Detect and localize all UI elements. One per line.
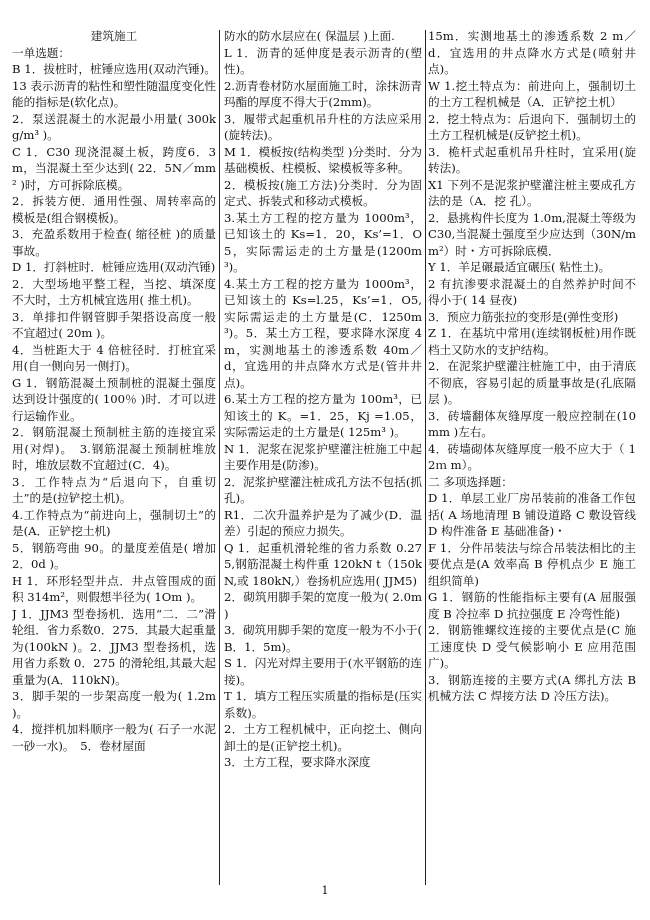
- column-divider: [425, 30, 426, 885]
- question-entry: D 1．打斜桩时．桩锤应选用(双动汽锤): [12, 260, 216, 274]
- question-entry: 3．砌筑用脚手架的宽度一般为不小于( B．1．5m)。: [224, 623, 422, 654]
- question-entry: S 1．闪光对焊主要用于(水平钢筋的连接)。: [224, 656, 422, 687]
- question-entry: Z 1．在基坑中常用(连续钢板桩)用作既档土又防水的支护结构。: [428, 326, 636, 357]
- question-entry: 3．单排扣件钢管脚手架搭设高度一般不宜超过( 20m )。: [12, 309, 216, 340]
- question-entry: Y 1．羊足碾最适宜碾压( 粘性土)。: [428, 260, 611, 274]
- page-number: 1: [321, 884, 329, 897]
- question-entry: M 1．模板按(结构类型 )分类时．分为基础模板、柱模板、梁模板等多种。: [224, 144, 422, 175]
- question-entry: 4.工作特点为“前进向上，强制切土”的是(A．正铲挖土机): [12, 507, 216, 538]
- question-entry: 3．充盈系数用于检查( 缩径桩 )的质量事故。: [12, 227, 216, 258]
- question-entry: D 1．单层工业厂房吊装前的准备工作包括( A 场地清理 B 铺设道路 C 敷设管线 D 构件准备 E 基础准备)・: [428, 491, 636, 538]
- question-entry: 3．桅杆式起重机吊升柱时，宜采用(旋转法)。: [428, 144, 636, 175]
- question-entry: X1 下列不是泥浆护壁灌注桩主要成孔方法的是（A．挖 孔）。: [428, 177, 636, 208]
- question-entry: 2．砌筑用脚手架的宽度一般为( 2.0m ): [224, 590, 422, 621]
- column-middle: [224, 28, 422, 886]
- question-entry: G 1．钢筋混凝土预制桩的混凝土强度达到设计强度的( 100％ )时．才可以进行运输作业。: [12, 375, 216, 423]
- column-left: [12, 28, 216, 886]
- question-entry: 3．土方工程，要求降水深度: [224, 755, 371, 769]
- question-entry: 15m．实测地基土的渗透系数 2 m／d．宜选用的井点降水方式是(喷射井点)。: [428, 29, 636, 76]
- question-entry: W 1.挖土特点为：前进向上，强制切土的土方工程机械是（A．正铲挖土机）: [428, 78, 636, 109]
- question-entry: 2．悬挑构件长度为 1.0m,混凝土等级为 C30,当混凝土强度至少应达到（30N/mm²）时・方可拆除底模．: [428, 210, 636, 258]
- question-entry: R1．二次升温养护是为了减少(D．温差）引起的预应力损失。: [224, 507, 422, 538]
- question-entry: 4.某土方工程的挖方量为 1000m³，已知该土的 Ks=l.25，Ks’=1．O5,实际需运走的土方量是(C．1250m³)。5．某土方工程，要求降水深度 4m，实测地基土的渗透系数 40m／d，宜选用的井点降水方式是(管井井点)。: [224, 276, 422, 390]
- question-entry: 4．搅拌机加料顺序一般为( 石子一水泥一砂一水)。 5．卷材屋面: [12, 722, 216, 753]
- question-entry: 4．当桩距大于 4 倍桩径时．打桩宜采用(自一侧向另一侧打)。: [12, 342, 216, 373]
- question-entry: 2．拆装方便．通用性强、周转率高的模板是(组合钢模板)。: [12, 194, 216, 225]
- column-divider: [219, 30, 220, 885]
- question-entry: C 1．C30 现浇混凝土板，跨度6．3m，当混凝土至少达到( 22．5N／mm² )时，方可拆除底模。: [12, 144, 216, 192]
- question-entry: 防水的防水层应在( 保温层 )上面.: [224, 29, 395, 43]
- question-entry: 2．在泥浆护壁灌注桩施工中，由于清底不彻底，容易引起的质量事故是(孔底隔层 )。: [428, 359, 636, 406]
- question-entry: J 1．JJM3 型卷扬机．选用“二．二”滑轮组．省力系数0．275．其最大起重量为(100kN )。2．JJM3 型卷扬机，选用省力系数 0．275 的滑轮组,其最大起重量为(A．110kN)。: [12, 606, 216, 687]
- question-entry: 3．工作特点为“后退向下，自重切土”的是(拉铲挖土机)。: [12, 474, 216, 505]
- question-entry: 2．钢筋混凝土预制桩主筋的连接宜采用(对焊)。 3.钢筋混凝土预制桩堆放时，堆放层数不宜超过(C．4)。: [12, 425, 216, 472]
- question-entry: 4．砖墙砌体灰缝厚度一般不应大于（ 12ｍ m）。: [428, 441, 636, 472]
- question-entry: 2．模板按(施工方法)分类时．分为固定式、拆装式和移动式模板。: [224, 177, 422, 208]
- section-heading: 二 多项选择题：: [428, 474, 513, 489]
- question-entry: 3．履带式起重机吊升柱的方法应采用(旋转法)。: [224, 111, 422, 142]
- question-entry: L 1．沥青的延伸度是表示沥青的(塑性)。: [224, 45, 422, 76]
- question-entry: 2 有抗渗要求混凝土的自然养护时间不得小于( 14 昼夜): [428, 276, 636, 307]
- question-entry: N 1．泥浆在泥浆护壁灌注桩施工中起主要作用是(防渗)。: [224, 441, 422, 472]
- question-entry: 3．预应力筋张拉的变形是(弹性变形): [428, 309, 619, 324]
- question-entry: 6.某土方工程的挖方量为 100m³，已知该土的 K。=1．25，Kj =1.05，实际需运走的土方量是( 125m³ )。: [224, 392, 422, 439]
- document-title: 建筑施工: [90, 29, 138, 43]
- question-entry: F 1．分件吊装法与综合吊装法相比的主要优点是(A 效率高 B 停机点少 E 施工组织简单): [428, 540, 636, 588]
- question-entry: T 1．填方工程压实质量的指标是(压实系数)。: [224, 689, 422, 720]
- question-entry: H 1．环形轻型井点．井点管围成的面积 314m²，则假想半径为( 1Om )。: [12, 573, 216, 604]
- question-entry: 2．泵送混凝土的水泥最小用量( 300kg/m³ )。: [12, 111, 216, 142]
- question-entry: 5．钢筋弯曲 90。的量度差值是( 增加 2．0d )。: [12, 540, 216, 571]
- question-entry: G 1．钢筋的性能指标主要有(A 屈服强度 B 冷拉率 D 抗拉强度 E 冷弯性能): [428, 590, 636, 621]
- question-entry: 2.沥青卷材防水屋面施工时，涂抹沥青玛酯的厚度不得大于(2mm)。: [224, 78, 422, 109]
- question-entry: 3.某土方工程的挖方量为 1000m³，已知该土的 Ks=1．20，Ks’=1．O5，实际需运走的土方量是(1200m³)。: [224, 210, 422, 274]
- question-entry: 2．挖土特点为：后退向下．强制切土的土方工程机械是(反铲挖土机)。: [428, 111, 636, 142]
- question-entry: Q 1．起重机滑轮维的省力系数 0.275,钢筋混凝土构件重 120kN t（150kN,或 180kN,）卷扬机应选用( JJM5): [224, 540, 422, 588]
- question-entry: 2．泥浆护壁灌注桩成孔方法不包括(抓孔)。: [224, 474, 422, 505]
- question-entry: 2．土方工程机械中，正向挖土、侧向卸土的是(正铲挖土机)。: [224, 722, 422, 753]
- question-entry: 3．钢筋连接的主要方式(A 绑扎方法 B 机械方法 C 焊接方法 D 冷压方法)。: [428, 672, 636, 703]
- question-entry: B 1．拔桩时，桩锤应选用(双动汽锤)。13 表示沥青的粘性和塑性随温度变化性能的指标是(软化点)。: [12, 62, 216, 109]
- question-entry: 2．大型场地平整工程，当挖、填深度不大时，土方机械宜选用( 推土机)。: [12, 276, 216, 307]
- question-entry: 2．钢筋锥螺纹连接的主要优点是(C 施工速度快 D 受气候影响小 E 应用范围广)。: [428, 623, 636, 670]
- question-entry: 3．脚手架的一步架高度一般为( 1.2m )。: [12, 689, 216, 720]
- question-entry: 3．砖墙翻体灰缝厚度一般应控制在(10mm )左右。: [428, 408, 636, 439]
- section-heading: 一单选题：: [12, 45, 70, 60]
- column-right: [428, 28, 636, 886]
